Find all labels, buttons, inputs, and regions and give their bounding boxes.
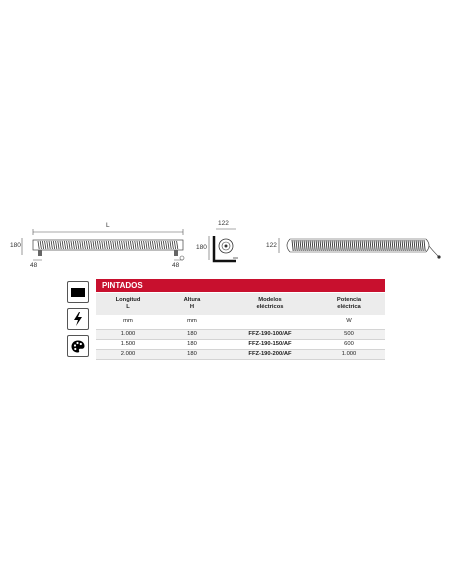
radiator-fin: [316, 240, 317, 251]
radiator-fin: [328, 240, 329, 251]
radiator-fin: [394, 240, 395, 251]
radiator-fin: [326, 240, 327, 251]
radiator-fin: [312, 240, 313, 251]
table-divider: [96, 359, 385, 360]
radiator-fin: [336, 240, 337, 251]
unit-power: W: [346, 318, 352, 324]
black-panel-icon: [67, 281, 89, 303]
top-view-drawing: [266, 230, 446, 266]
radiator-fin: [404, 240, 405, 251]
black-panel-shape: [71, 288, 85, 297]
radiator-fin: [340, 240, 341, 251]
radiator-fin: [372, 240, 373, 251]
header-power: Potencia eléctrica: [336, 297, 362, 310]
radiator-fin: [358, 240, 359, 251]
radiator-fin: [376, 240, 377, 251]
radiator-fin: [342, 240, 343, 251]
radiator-fin: [298, 240, 299, 251]
units-row: [96, 318, 385, 326]
radiator-fin: [310, 240, 311, 251]
radiator-fin: [380, 240, 381, 251]
length-dimension-label: L: [106, 222, 110, 229]
radiator-fin: [344, 240, 345, 251]
radiator-fin: [308, 240, 309, 251]
radiator-fin: [400, 240, 401, 251]
radiator-fin: [338, 240, 339, 251]
unit-height: mm: [187, 318, 197, 324]
side-depth-label: 122: [218, 220, 229, 227]
radiator-fin: [334, 240, 335, 251]
radiator-fin: [294, 240, 295, 251]
unit-length: mm: [123, 318, 133, 324]
radiator-fin: [350, 240, 351, 251]
radiator-fin: [324, 240, 325, 251]
radiator-fin: [386, 240, 387, 251]
radiator-fin: [318, 240, 319, 251]
radiator-fin: [296, 240, 297, 251]
radiator-fin: [322, 240, 323, 251]
radiator-fin: [374, 240, 375, 251]
radiator-fin: [382, 240, 383, 251]
radiator-fin: [396, 240, 397, 251]
radiator-fin: [362, 240, 363, 251]
side-height-label: 180: [196, 244, 207, 251]
radiator-fin: [352, 240, 353, 251]
radiator-fin: [354, 240, 355, 251]
radiator-fin: [366, 240, 367, 251]
left-offset-label: 48: [30, 262, 38, 269]
radiator-fin: [332, 240, 333, 251]
radiator-fin: [330, 240, 331, 251]
top-depth-label: 122: [266, 242, 277, 249]
radiator-fin: [378, 240, 379, 251]
radiator-fin: [368, 240, 369, 251]
radiator-fin: [416, 240, 417, 251]
table-row: 1.000 180 FFZ-190-100/AF 500: [96, 330, 385, 339]
radiator-fin: [314, 240, 315, 251]
table-row: 2.000 180 FFZ-190-200/AF 1.000: [96, 350, 385, 359]
radiator-fin: [384, 240, 385, 251]
table-row: 1.500 180 FFZ-190-150/AF 600: [120, 341, 354, 347]
side-view-drawing: [196, 220, 246, 266]
radiator-fin: [410, 240, 411, 251]
radiator-fin: [406, 240, 407, 251]
radiator-fin: [300, 240, 301, 251]
header-models: Modelos eléctricos: [256, 297, 284, 310]
radiator-fin: [360, 240, 361, 251]
table-title: PINTADOS: [96, 279, 385, 292]
table-header: [96, 293, 385, 315]
radiator-fin: [370, 240, 371, 251]
radiator-fin: [302, 240, 303, 251]
radiator-fin: [408, 240, 409, 251]
radiator-fin: [364, 240, 365, 251]
front-view-drawing: [8, 222, 193, 274]
radiator-fin: [420, 240, 421, 251]
radiator-fin: [390, 240, 391, 251]
radiator-fin: [412, 240, 413, 251]
radiator-fin: [422, 240, 423, 251]
radiator-fin: [388, 240, 389, 251]
header-height: Altura H: [183, 297, 201, 310]
radiator-fin: [392, 240, 393, 251]
radiator-fin: [346, 240, 347, 251]
radiator-fin: [424, 240, 425, 251]
height-dimension-label: 180: [10, 242, 21, 249]
radiator-fin: [356, 240, 357, 251]
header-length: Longitud L: [115, 297, 141, 310]
radiator-fin: [418, 240, 419, 251]
radiator-fin: [348, 240, 349, 251]
radiator-fin: [292, 240, 293, 251]
radiator-fin: [398, 240, 399, 251]
lightning-bolt-icon: [67, 308, 89, 330]
paint-palette-icon: [67, 335, 89, 357]
radiator-fin: [304, 240, 305, 251]
radiator-fin: [402, 240, 403, 251]
radiator-fin: [306, 240, 307, 251]
right-offset-label: 48: [172, 262, 180, 269]
radiator-fin: [414, 240, 415, 251]
radiator-fin: [320, 240, 321, 251]
